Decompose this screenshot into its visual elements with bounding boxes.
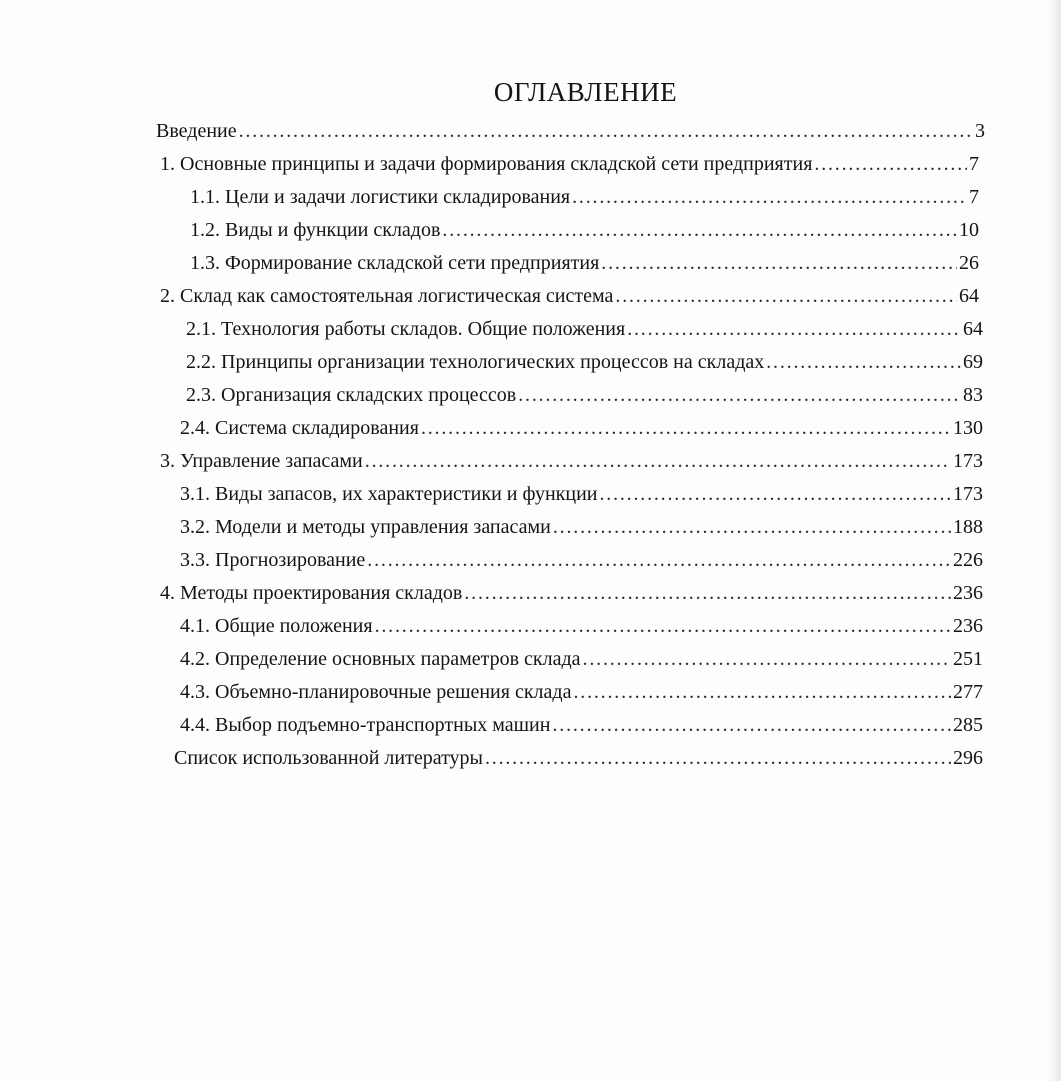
- toc-entry-chapter-3[interactable]: [160, 445, 983, 478]
- toc-leader-dots: [615, 280, 957, 313]
- toc-entry-label: 4.1. Общие положения: [180, 615, 373, 637]
- toc-entry-section-4-4[interactable]: [180, 709, 983, 742]
- toc-entry-section-3-3[interactable]: [180, 544, 983, 577]
- toc-entry-intro[interactable]: [156, 115, 985, 148]
- toc-entry-label: 1.2. Виды и функции складов: [190, 219, 441, 241]
- toc-entry-label: 1.1. Цели и задачи логистики складирования: [190, 186, 571, 208]
- toc-entry-section-1-3[interactable]: [190, 247, 979, 280]
- toc-leader-dots: [442, 214, 957, 247]
- toc-leader-dots: [814, 148, 967, 181]
- toc-leader-dots: [239, 115, 973, 148]
- toc-entry-chapter-4[interactable]: [160, 577, 983, 610]
- toc-entry-page: 173: [953, 450, 983, 472]
- toc-entry-label: 1. Основные принципы и задачи формирования складской сети предприятия: [160, 153, 813, 175]
- toc-entry-page: 226: [953, 549, 983, 571]
- toc-leader-dots: [518, 379, 961, 412]
- toc-entry-label: 3.1. Виды запасов, их характеристики и функции: [180, 483, 598, 505]
- toc-entry-label: 4.2. Определение основных параметров склада: [180, 648, 581, 670]
- toc-leader-dots: [766, 346, 961, 379]
- toc-entry-label: 2.4. Система складирования: [180, 417, 419, 439]
- toc-entry-section-3-2[interactable]: [180, 511, 983, 544]
- toc-leader-dots: [464, 577, 951, 610]
- toc-leader-dots: [573, 676, 951, 709]
- toc-entry-page: 296: [953, 747, 983, 769]
- toc-leader-dots: [365, 445, 951, 478]
- toc-entry-section-2-3[interactable]: [186, 379, 983, 412]
- toc-entry-chapter-2[interactable]: [160, 280, 979, 313]
- toc-entry-label: 1.3. Формирование складской сети предприятия: [190, 252, 600, 274]
- toc-entry-page: 188: [953, 516, 983, 538]
- toc-leader-dots: [421, 412, 951, 445]
- toc-leader-dots: [553, 511, 951, 544]
- toc-entry-label: 3.2. Модели и методы управления запасами: [180, 516, 551, 538]
- toc-leader-dots: [583, 643, 951, 676]
- toc-entry-page: 173: [953, 483, 983, 505]
- toc-entry-section-2-4[interactable]: [180, 412, 983, 445]
- table-of-contents: [0, 115, 1061, 775]
- toc-leader-dots: [485, 742, 951, 775]
- toc-entry-section-4-2[interactable]: [180, 643, 983, 676]
- toc-entry-label: 2.2. Принципы организации технологических процессов на складах: [186, 351, 765, 373]
- toc-entry-page: 64: [959, 285, 979, 307]
- toc-leader-dots: [375, 610, 951, 643]
- toc-entry-section-1-2[interactable]: [190, 214, 979, 247]
- toc-entry-page: 3: [975, 120, 985, 142]
- toc-entry-section-3-1[interactable]: [180, 478, 983, 511]
- toc-leader-dots: [572, 181, 967, 214]
- page-title: ОГЛАВЛЕНИЕ: [493, 77, 678, 107]
- toc-entry-bibliography[interactable]: [174, 742, 983, 775]
- toc-entry-page: 64: [963, 318, 983, 340]
- toc-entry-page: 7: [969, 153, 979, 175]
- toc-entry-page: 130: [953, 417, 983, 439]
- toc-entry-label: 4. Методы проектирования складов: [160, 582, 463, 604]
- toc-entry-page: 285: [953, 714, 983, 736]
- toc-entry-section-2-2[interactable]: [186, 346, 983, 379]
- toc-entry-page: 277: [953, 681, 983, 703]
- toc-entry-label: 2.1. Технология работы складов. Общие положения: [186, 318, 626, 340]
- toc-entry-section-2-1[interactable]: [186, 313, 983, 346]
- toc-entry-section-1-1[interactable]: [190, 181, 979, 214]
- toc-entry-page: 236: [953, 615, 983, 637]
- toc-leader-dots: [599, 478, 951, 511]
- toc-entry-page: 10: [959, 219, 979, 241]
- toc-entry-label: Список использованной литературы: [174, 747, 483, 769]
- toc-entry-section-4-1[interactable]: [180, 610, 983, 643]
- toc-entry-page: 83: [963, 384, 983, 406]
- toc-entry-section-4-3[interactable]: [180, 676, 983, 709]
- toc-entry-label: 2. Склад как самостоятельная логистическая система: [160, 285, 614, 307]
- toc-entry-page: 236: [953, 582, 983, 604]
- toc-entry-page: 251: [953, 648, 983, 670]
- toc-entry-page: 26: [959, 252, 979, 274]
- toc-entry-chapter-1[interactable]: [160, 148, 979, 181]
- toc-leader-dots: [627, 313, 961, 346]
- toc-entry-label: 4.3. Объемно-планировочные решения склада: [180, 681, 572, 703]
- toc-leader-dots: [552, 709, 951, 742]
- toc-entry-label: 4.4. Выбор подъемно-транспортных машин: [180, 714, 551, 736]
- toc-entry-label: 3.3. Прогнозирование: [180, 549, 366, 571]
- toc-leader-dots: [601, 247, 957, 280]
- toc-entry-label: Введение: [156, 120, 237, 142]
- toc-entry-page: 69: [963, 351, 983, 373]
- toc-entry-page: 7: [969, 186, 979, 208]
- toc-entry-label: 2.3. Организация складских процессов: [186, 384, 517, 406]
- toc-leader-dots: [367, 544, 951, 577]
- toc-entry-label: 3. Управление запасами: [160, 450, 363, 472]
